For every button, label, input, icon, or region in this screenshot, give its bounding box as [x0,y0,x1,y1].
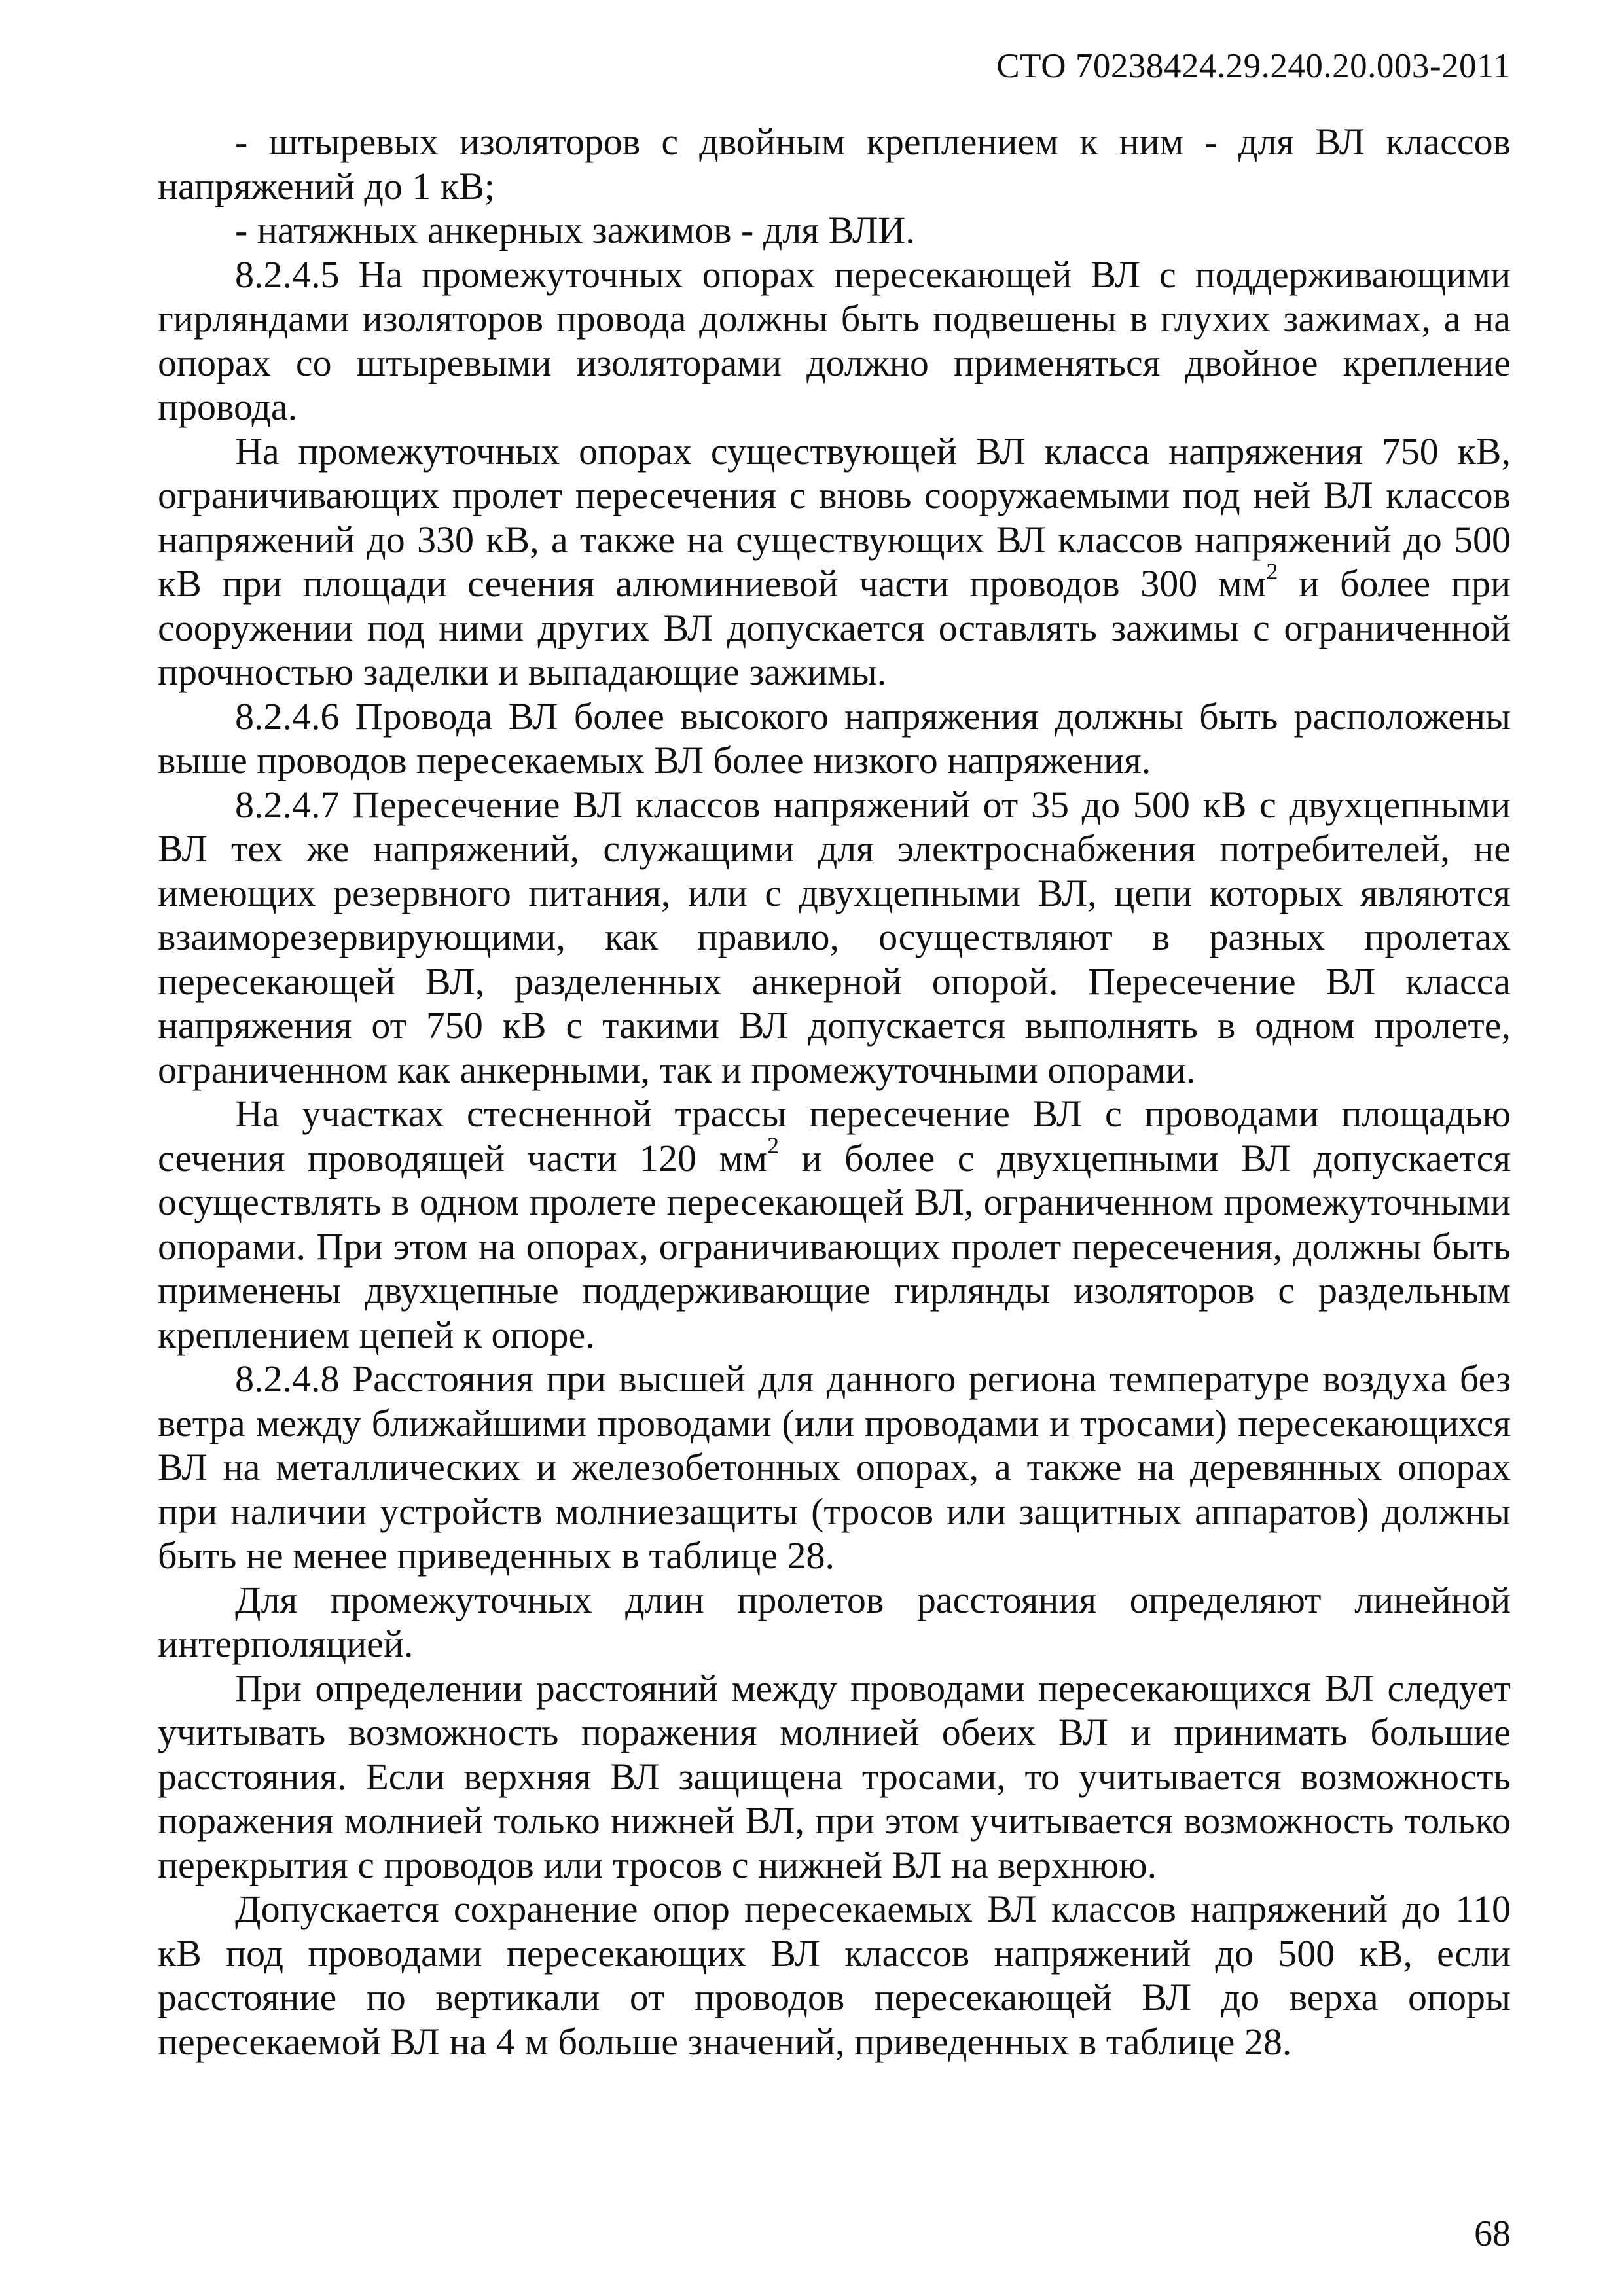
paragraph-text: На промежуточных опорах существующей ВЛ класса напряжения 750 кВ, ограничивающих пролет пересечения с вновь сооружаемыми под ней ВЛ классов напряжений до 330 кВ, а также на существующих ВЛ классов напряжений до 500 кВ при площади сечения алюминиевой части проводов 300 мм [158,429,1511,605]
page-number: 68 [1474,2214,1511,2254]
paragraph-text: и более при сооружении под ними других ВЛ допускается оставлять зажимы с ограниченной прочностью заделки и выпадающие зажимы. [158,562,1511,693]
paragraph-750kv [158,429,1511,694]
paragraph-keep-supports: Допускается сохранение опор пересекаемых ВЛ классов напряжений до 110 кВ под проводами пересекающих ВЛ классов напряжений до 500 кВ, если расстояние по вертикали от проводов пересекающей ВЛ до верха опоры пересекаемой ВЛ на 4 м больше значений, приведенных в таблице 28. [158,1888,1511,2063]
paragraph-8-2-4-6: 8.2.4.6 Провода ВЛ более высокого напряжения должны быть расположены выше проводов пересекаемых ВЛ более низкого напряжения. [158,694,1511,781]
paragraph-lightning: При определении расстояний между проводами пересекающихся ВЛ следует учитывать возможность поражения молнией обеих ВЛ и принимать большие расстояния. Если верхняя ВЛ защищена тросами, то учитывается возможность поражения молнией только нижней ВЛ, при этом учитывается возможность только перекрытия с проводов или тросов с нижней ВЛ на верхнюю. [158,1666,1511,1886]
paragraph-8-2-4-5: 8.2.4.5 На промежуточных опорах пересекающей ВЛ с поддерживающими гирляндами изоляторов провода должны быть подвешены в глухих зажимах, а на опорах со штыревыми изоляторами должно применяться двойное крепление провода. [158,253,1511,428]
paragraph-8-2-4-8: 8.2.4.8 Расстояния при высшей для данного региона температуре воздуха без ветра между ближайшими проводами (или проводами и тросами) пересекающихся ВЛ на металлических и железобетонных опорах, а также на деревянных опорах при наличии устройств молниезащиты (тросов или защитных аппаратов) должны быть не менее приведенных в таблице 28. [158,1357,1511,1577]
list-item: - натяжных анкерных зажимов - для ВЛИ. [235,209,915,251]
document-code-header: СТО 70238424.29.240.20.003-2011 [996,47,1511,85]
list-item: - штыревых изоляторов с двойным креплением к ним - для ВЛ классов напряжений до 1 кВ; [158,120,1511,207]
paragraph-8-2-4-7: 8.2.4.7 Пересечение ВЛ классов напряжений от 35 до 500 кВ с двухцепными ВЛ тех же напряжений, служащими для электроснабжения потребителей, не имеющих резервного питания, или с двухцепными ВЛ, цепи которых являются взаиморезервирующими, как правило, осуществляют в разных пролетах пересекающей ВЛ, разделенных анкерной опорой. Пересечение ВЛ класса напряжения от 750 кВ с такими ВЛ допускается выполнять в одном пролете, ограниченном как анкерными, так и промежуточными опорами. [158,783,1511,1091]
body-text [158,120,1511,2064]
paragraph-interpolation: Для промежуточных длин пролетов расстояния определяют линейной интерполяцией. [158,1578,1511,1665]
paragraph-text: и более с двухцепными ВЛ допускается осуществлять в одном пролете пересекающей ВЛ, ограниченном промежуточными опорами. При этом на опорах, ограничивающих пролет пересечения, должны быть применены двухцепные поддерживающие гирлянды изоляторов с раздельным креплением цепей к опоре. [158,1136,1511,1356]
paragraph-constrained-route [158,1092,1511,1357]
superscript: 2 [1266,558,1278,584]
paragraph-text: На участках стесненной трассы пересечение ВЛ с проводами площадью сечения проводящей части 120 мм [158,1092,1511,1179]
superscript: 2 [767,1132,779,1159]
